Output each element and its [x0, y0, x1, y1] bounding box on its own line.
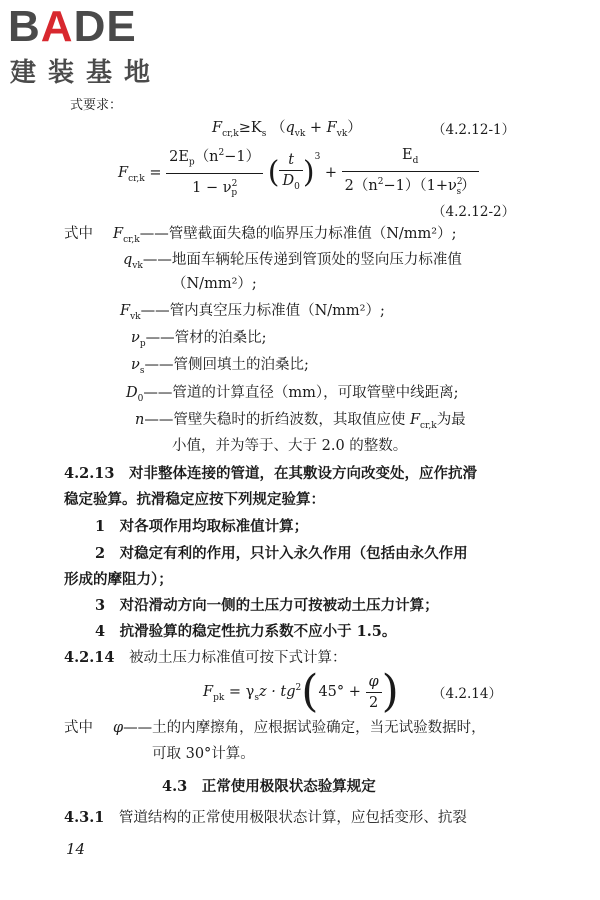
clause-4-2-13-line2: 稳定验算。抗滑稳定应按下列规定验算： [64, 491, 325, 508]
where-item-phi-cont: 可取 30°计算。 [152, 746, 255, 762]
where-item-d0: $D_0——$管道的计算直径（mm），可取管壁中线距离; [126, 385, 459, 404]
where-item-nup: $\nu_p——$管材的泊桑比; [131, 330, 267, 349]
clause-4-2-13-item-2: 2 对稳定有利的作用，只计入永久作用（包括由永久作用 [95, 545, 468, 562]
logo-subtitle: 建装基地 [10, 58, 163, 88]
logo-letter-b: B [8, 2, 41, 51]
where-item-n: n——管壁失稳时的折绉波数，其取值应使 $F_{cr,k}$为最 [135, 412, 466, 431]
fraction-1: $\frac{2E_p(n^2-1)}{1 - \nu^2_p}$ [166, 143, 263, 203]
clause-4-2-14: 4.2.14 被动土压力标准值可按下式计算： [64, 649, 347, 666]
equation-number-4-2-12-2: （4.2.12-2） [432, 204, 516, 220]
clause-4-2-13-item-4: 4 抗滑验算的稳定性抗力系数不应小于 1.5。 [95, 623, 397, 640]
where-item-qvk: $q_{vk}——$地面车辆轮压传递到管顶处的竖向压力标准值 [123, 252, 462, 271]
where-item-phi: φ——土的内摩擦角，应根据试验确定，当无试验数据时， [113, 720, 486, 736]
logo-brand [8, 2, 137, 52]
logo-letter-a: A [40, 2, 74, 51]
logo-letters-rest: DE [73, 2, 137, 51]
clause-4-2-13-line1: 4.2.13 对非整体连接的管道，在其敷设方向改变处，应作抗滑 [64, 465, 477, 482]
where-prefix-1: 式中 [64, 226, 93, 242]
equation-number-4-2-14: （4.2.14） [432, 686, 502, 702]
top-text: 式要求： [70, 98, 123, 113]
fraction-t-d0: $\frac{t}{D_0}$ [279, 150, 302, 197]
equation-number-4-2-12-1: （4.2.12-1） [432, 122, 516, 138]
clause-4-2-13-item-2-cont: 形成的摩阻力）； [64, 571, 173, 588]
where-item-nus: $\nu_s——$管侧回填土的泊桑比; [131, 357, 309, 376]
where-item-qvk-cont: （N/mm²）; [172, 276, 257, 292]
clause-4-2-13-item-3: 3 对沿滑动方向一侧的土压力可按被动土压力计算； [95, 597, 439, 614]
fraction-2: $\frac{E_d}{2(n^2-1)(1+\nu^2_s)}$ [342, 145, 479, 202]
page-number: 14 [66, 840, 86, 858]
where-prefix-2: 式中 [64, 720, 93, 736]
equation-4-2-12-2: $F_{cr,k}$ = $\frac{2E_p(n^2-1)}{1 - \nu^2_p}$ ( $\frac{t}{D_0}$ )$^3$ + $\frac{E_d}{2(n^2-1)(1+\nu^2_s)}$ [118, 143, 479, 203]
where-item-n-cont: 小值，并为等于、大于 2.0 的整数。 [172, 438, 408, 454]
fraction-phi-2: $\frac{\varphi}{2}$ [366, 672, 382, 713]
clause-4-2-13-item-1: 1 对各项作用均取标准值计算； [95, 518, 309, 535]
equation-4-2-14: $F_{pk} = \gamma_sz \cdot tg^2(45^\circ$ + $\frac{\varphi}{2}$ ) [203, 666, 399, 717]
where-item-fvk: $F_{vk}——$管内真空压力标准值（N/mm²）; [120, 303, 385, 322]
section-heading-4-3: 4.3 正常使用极限状态验算规定 [162, 778, 376, 795]
where-item-fcrk: $F_{cr,k}——$管壁截面失稳的临界压力标准值（N/mm²）; [113, 226, 457, 245]
equation-4-2-12-1: $F_{cr,k}\ge K_s$ $(q_{vk} + F_{vk})$ [212, 120, 362, 139]
clause-4-3-1: 4.3.1 管道结构的正常使用极限状态计算，应包括变形、抗裂 [64, 809, 467, 826]
